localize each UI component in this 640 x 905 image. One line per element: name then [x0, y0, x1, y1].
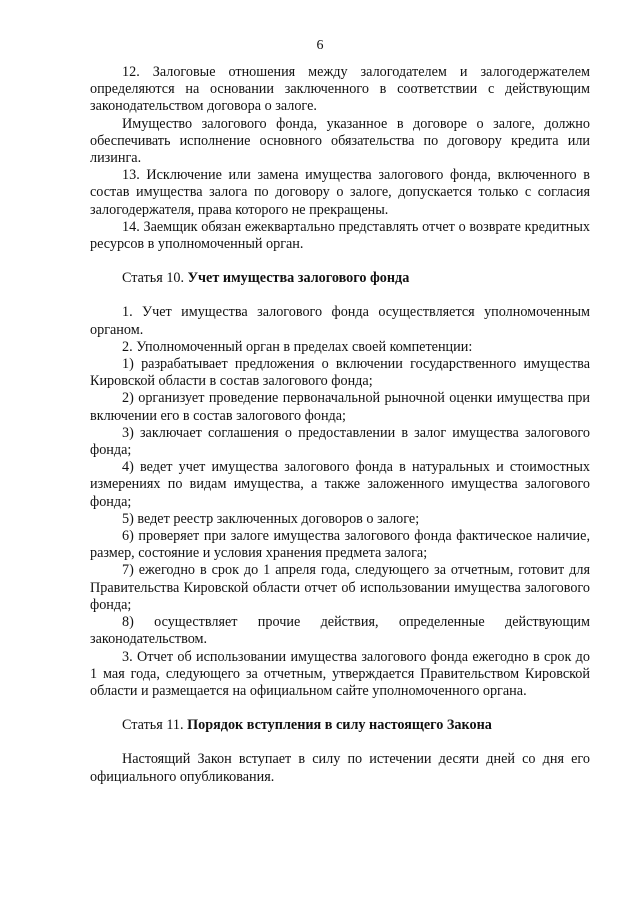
spacer [90, 700, 590, 717]
article-10-heading [90, 270, 590, 287]
spacer [90, 253, 590, 270]
article-10-subitem-7: 7) ежегодно в срок до 1 апреля года, следующего за отчетным, готовит для Правительства Кировской области отчет об использовании имущества залогового фонда; [90, 562, 590, 613]
article-10-subitem-3: 3) заключает соглашения о предоставлении в залог имущества залогового фонда; [90, 424, 590, 459]
document-body [90, 64, 590, 786]
article-10-subitem-6: 6) проверяет при залоге имущества залогового фонда фактическое наличие, размер, состояние и условия хранения предмета залога; [90, 528, 590, 562]
article-11-title: Порядок вступления в силу настоящего Закона [187, 717, 492, 734]
article-10-item-1: 1. Учет имущества залогового фонда осуществляется уполномоченным органом. [90, 304, 590, 338]
article-10-subitem-4: 4) ведет учет имущества залогового фонда в натуральных и стоимостных измерениях по видам имущества, а также заложенного имущества залогового фонда; [90, 459, 590, 510]
paragraph-12: 12. Залоговые отношения между залогодателем и залогодержателем определяются на основании заключенного в соответствии с действующим законодательством договора о залоге. [90, 64, 590, 115]
spacer [90, 287, 590, 304]
article-10-subitem-1: 1) разрабатывает предложения о включении государственного имущества Кировской области в состав залогового фонда; [90, 356, 590, 390]
article-10-subitem-2: 2) организует проведение первоначальной рыночной оценки имущества при включении его в состав залогового фонда; [90, 390, 590, 424]
article-11-heading [90, 717, 590, 734]
article-11-prefix: Статья 11. [122, 717, 188, 734]
article-10-title: Учет имущества залогового фонда [187, 270, 410, 287]
article-10-subitem-5: 5) ведет реестр заключенных договоров о залоге; [122, 510, 420, 527]
paragraph-14: 14. Заемщик обязан ежеквартально представлять отчет о возврате кредитных ресурсов в уполномоченный орган. [90, 218, 590, 253]
article-10-prefix: Статья 10. [122, 270, 188, 287]
page-number: 6 [316, 38, 324, 53]
paragraph-collateral-property: Имущество залогового фонда, указанное в договоре о залоге, должно обеспечивать исполнение основного обязательства по договору кредита или лизинга. [90, 115, 590, 167]
article-10-item-3: 3. Отчет об использовании имущества залогового фонда ежегодно в срок до 1 мая года, следующего за отчетным, утверждается Правительством Кировской области и размещается на официальном сайте уполномоченного органа. [90, 648, 590, 699]
article-11-text: Настоящий Закон вступает в силу по истечении десяти дней со дня его официального опубликования. [90, 751, 590, 785]
article-10-item-2: 2. Уполномоченный орган в пределах своей компетенции: [122, 338, 473, 355]
paragraph-13: 13. Исключение или замена имущества залогового фонда, включенного в состав имущества залога по договору о залоге, допускается только с согласия залогодержателя, права которого не прекращены. [90, 167, 590, 218]
article-10-subitem-8: 8) осуществляет прочие действия, определенные действующим законодательством. [90, 614, 590, 648]
spacer [90, 734, 590, 751]
